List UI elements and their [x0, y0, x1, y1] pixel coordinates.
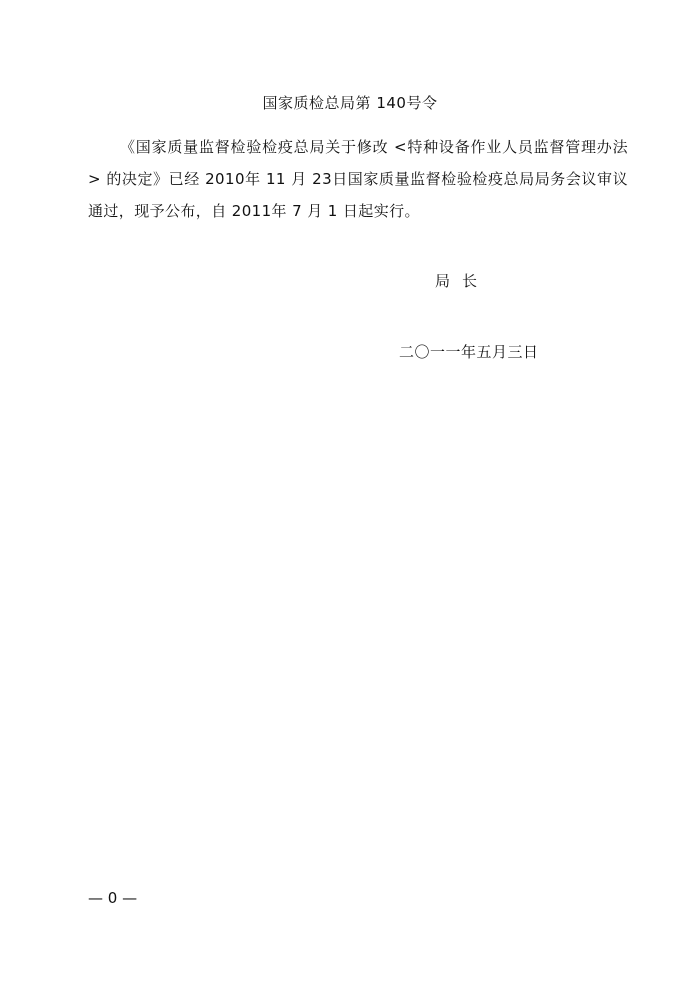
page-number: — 0 —: [88, 889, 138, 907]
body-paragraph: 《国家质量监督检验检疫总局关于修改 <特种设备作业人员监督管理办法 > 的决定》已经 2010年 11 月 23日国家质量监督检验检疫总局局务会议审议通过，现予公布，自 2011年 7 月 1 日起实行。: [88, 138, 628, 220]
body-text-block: [88, 131, 628, 227]
signer-title: 局长: [435, 272, 490, 290]
signing-date: 二〇一一年五月三日: [399, 343, 539, 361]
order-title: 国家质检总局第 140号令: [262, 94, 438, 112]
